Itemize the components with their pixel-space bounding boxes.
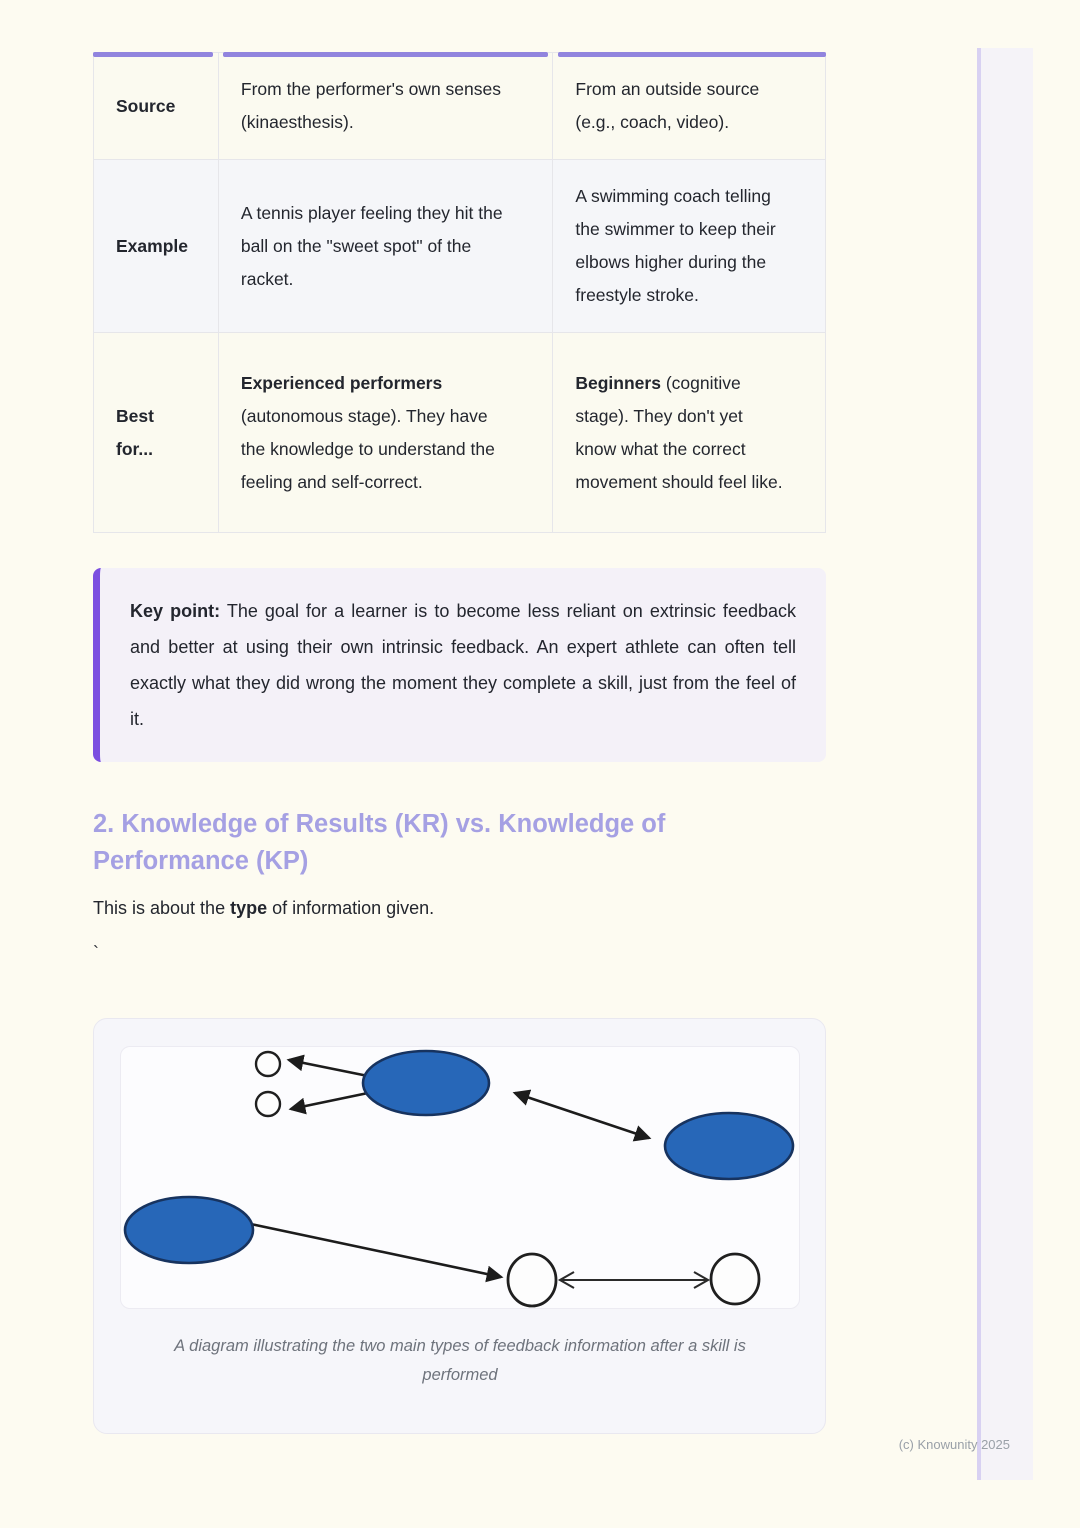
row-header-label: Example	[116, 235, 188, 256]
table-row-source	[94, 53, 826, 160]
row-header-best-for	[94, 333, 219, 533]
figure-caption: A diagram illustrating the two main types of feedback information after a skill is performed	[174, 1337, 746, 1384]
copyright-footer: (c) Knowunity 2025	[898, 1437, 1010, 1452]
cell-text: From an outside source (e.g., coach, video).	[575, 79, 760, 132]
blue-ellipse-top	[363, 1051, 489, 1115]
white-circle-right	[711, 1254, 759, 1304]
cell-text: (cognitive stage). They don't yet know what the correct movement should feel like.	[575, 372, 783, 492]
key-point-text: The goal for a learner is to become less reliant on extrinsic feedback and better at using their own intrinsic feedback. An expert athlete can often tell exactly what they did wrong the moment they complete a skill, just from the feel of it.	[130, 601, 796, 729]
small-circle-2	[256, 1092, 280, 1116]
white-circle-left	[508, 1254, 556, 1306]
feedback-comparison-table	[93, 52, 826, 533]
intro-text-bold: type	[230, 898, 268, 918]
arrow-to-small-circle-1	[289, 1060, 368, 1076]
key-point-callout	[93, 568, 826, 762]
small-circle-1	[256, 1052, 280, 1076]
next-page-edge	[977, 48, 1033, 1480]
cell-best-for-extrinsic	[553, 333, 826, 533]
cell-best-for-intrinsic	[218, 333, 552, 533]
cell-text-bold: Experienced performers	[240, 372, 443, 393]
blue-ellipse-right	[665, 1113, 793, 1179]
cell-example-intrinsic	[218, 160, 552, 333]
row-header-label: Source	[116, 95, 176, 116]
intro-text: This is about the	[93, 898, 231, 918]
arrow-ellipse3-to-circle	[227, 1219, 501, 1277]
double-arrow-ellipse1-ellipse2	[515, 1093, 649, 1138]
document-page	[93, 48, 826, 1434]
cell-text: (autonomous stage). They have the knowledge to understand the feeling and self-correct.	[240, 405, 495, 492]
stray-backtick: `	[93, 943, 99, 963]
cell-text: A swimming coach telling the swimmer to keep their elbows higher during the freestyle stroke.	[575, 186, 776, 305]
table-accent-bar	[558, 52, 826, 57]
row-header-example	[94, 160, 219, 333]
row-header-source	[94, 53, 219, 160]
cell-example-extrinsic	[553, 160, 826, 333]
intro-text: of information given.	[267, 898, 435, 918]
feedback-diagram	[120, 1046, 800, 1309]
table-accent-bar	[223, 52, 548, 57]
table-row-example	[94, 160, 826, 333]
figure-card	[93, 1018, 826, 1434]
table-row-best-for	[94, 333, 826, 533]
blue-ellipse-bottom-left	[125, 1197, 253, 1263]
cell-source-extrinsic	[553, 53, 826, 160]
section-heading: 2. Knowledge of Results (KR) vs. Knowledge of Performance (KP)	[93, 810, 666, 875]
cell-text: From the performer's own senses (kinaesthesis).	[240, 79, 501, 132]
feedback-comparison-table-wrap	[93, 52, 826, 533]
cell-text-bold: Beginners	[575, 372, 661, 393]
cell-text: A tennis player feeling they hit the ball on the "sweet spot" of the racket.	[240, 202, 503, 289]
feedback-diagram-svg	[121, 1047, 800, 1309]
section-intro	[93, 896, 826, 921]
key-point-label: Key point:	[130, 601, 221, 621]
cell-source-intrinsic	[218, 53, 552, 160]
arrow-to-small-circle-2	[291, 1093, 368, 1109]
table-accent-bar	[93, 52, 213, 57]
row-header-label: Best for...	[116, 405, 154, 459]
